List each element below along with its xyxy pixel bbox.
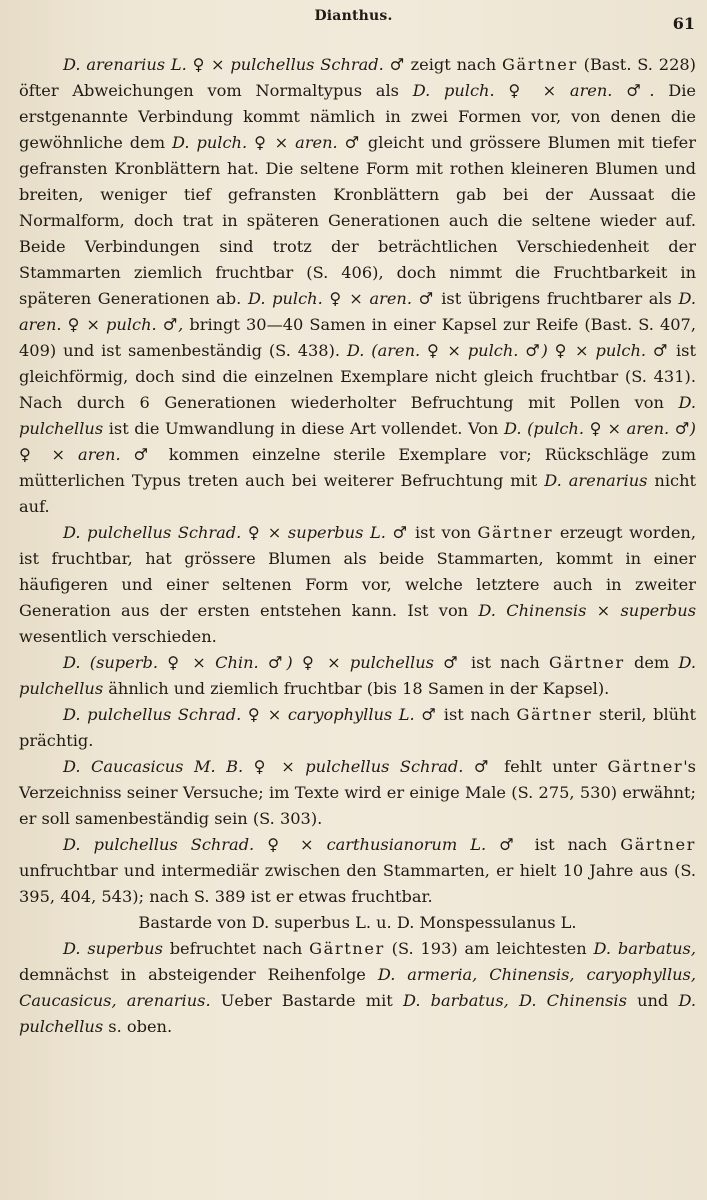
taxon-name: D. aren. ♀ × pulch. ♂,: [19, 289, 697, 334]
text-run: zeigt nach: [404, 55, 503, 74]
text-run: unfruchtbar und intermediär zwischen den Stammarten, er hielt 10 Jahre aus (S. 395, 404, 543); nach S. 389 ist er etwas fruchtbar.: [19, 861, 696, 906]
body-text: [19, 52, 696, 1040]
text-run: (S. 193) am leichtesten: [384, 939, 594, 958]
text-run: ähnlich und ziemlich fruchtbar (bis 18 Samen in der Kapsel).: [103, 679, 610, 698]
text-run: Ueber Bastarde mit: [210, 991, 403, 1010]
text-run: steril, blüht prächtig.: [19, 705, 696, 750]
text-run: bringt 30—40 Samen in einer Kapsel zur Reife (Bast. S. 407, 409) und ist samenbeständig (S. 438).: [19, 315, 697, 360]
taxon-name: D. (superb. ♀ × Chin. ♂) ♀ × pulchellus ♂: [63, 653, 462, 672]
author-name: Gärtner: [309, 939, 385, 958]
paragraph: [19, 754, 696, 832]
taxon-name: D. pulchellus: [19, 991, 697, 1036]
taxon-name: D. Caucasicus M. B. ♀ × pulchellus Schrad. ♂: [63, 757, 494, 776]
paragraph: [19, 832, 696, 910]
text-run: ist übrigens fruchtbarer als: [434, 289, 679, 308]
taxon-name: D. pulch. ♀ × aren. ♂: [247, 289, 435, 308]
paragraph: [19, 936, 696, 1040]
text-run: ist die Umwandlung in diese Art vollendet. Von: [103, 419, 504, 438]
taxon-name: D. superbus: [63, 939, 163, 958]
running-head: Dianthus.: [314, 8, 393, 24]
text-run: ist nach: [521, 835, 621, 854]
text-run: Bastarde von D. superbus L. u. D. Monspessulanus L.: [138, 913, 577, 932]
text-run: 's Verzeichniss seiner Versuche; im Texte wird er einige Male (S. 275, 530) erwähnt; er soll samenbeständig sein (S. 303).: [19, 757, 696, 828]
paragraph: [19, 650, 696, 702]
text-run: ist nach: [461, 653, 549, 672]
taxon-name: D. armeria, Chinensis, caryophyllus, Caucasicus, arenarius.: [19, 965, 697, 1010]
paragraph: [19, 520, 696, 650]
author-name: Gärtner: [620, 835, 696, 854]
text-run: ist gleichförmig, doch sind die einzelnen Exemplare nicht gleich fruchtbar (S. 431). Nach durch 6 Generationen wiederholter Befruchtung mit Pollen von: [19, 341, 696, 412]
taxon-name: D. arenarius: [544, 471, 648, 490]
taxon-name: D. pulchellus: [19, 653, 697, 698]
text-run: ist nach: [437, 705, 517, 724]
text-run: ist von: [408, 523, 478, 542]
paragraph: [19, 702, 696, 754]
text-run: s. oben.: [103, 1017, 173, 1036]
author-name: Gärtner: [516, 705, 593, 724]
text-run: Die erstgenannte Verbindung kommt nämlich in zwei Formen vor, von denen die gewöhnliche dem: [19, 81, 696, 152]
text-run: befruchtet nach: [162, 939, 310, 958]
taxon-name: D. pulchellus Schrad. ♀ × carthusianorum L. ♂: [63, 835, 522, 854]
taxon-name: D. barbatus,: [593, 939, 696, 958]
paragraph: [19, 52, 696, 520]
text-run: nicht auf.: [19, 471, 697, 516]
taxon-name: D. pulchellus: [19, 393, 696, 438]
author-name: Gärtner: [477, 523, 554, 542]
author-name: Gärtner: [607, 757, 684, 776]
taxon-name: D. pulchellus Schrad. ♀ × caryophyllus L. ♂: [63, 705, 438, 724]
taxon-name: D. arenarius L. ♀ × pulchellus Schrad. ♂: [63, 55, 405, 74]
taxon-name: D. barbatus, D. Chinensis: [402, 991, 627, 1010]
taxon-name: D. (pulch. ♀ × aren. ♂) ♀ × aren. ♂: [19, 419, 696, 464]
taxon-name: D. pulch. ♀ × aren. ♂: [172, 133, 361, 152]
section-heading: [19, 910, 696, 936]
taxon-name: D. pulch. ♀ × aren. ♂.: [412, 81, 655, 100]
text-run: (Bast. S. 228) öfter Abweichungen vom Normaltypus als: [19, 55, 696, 100]
taxon-name: D. pulchellus Schrad. ♀ × superbus L. ♂: [63, 523, 409, 542]
text-run: demnächst in absteigender Reihenfolge: [19, 965, 378, 984]
taxon-name: D. (aren. ♀ × pulch. ♂) ♀ × pulch. ♂: [346, 341, 670, 360]
taxon-name: D. Chinensis × superbus: [478, 601, 697, 620]
text-run: dem: [624, 653, 679, 672]
text-run: fehlt unter: [493, 757, 608, 776]
text-run: gleicht und grössere Blumen mit tiefer gefransten Kronblättern hat. Die seltene Form mit rothen kleineren Blumen und breiten, weniger tief gefransten Kronblättern gab bei der Aussaat die Normalform, doch trat in späteren Generationen auch die seltene wieder auf. Beide Verbindungen sind trotz der beträchtlichen Verschiedenheit der Stammarten ziemlich fruchtbar (S. 406), doch nimmt die Fruchtbarkeit in späteren Generationen ab.: [19, 133, 696, 308]
page-number: 61: [672, 14, 695, 33]
author-name: Gärtner: [548, 653, 625, 672]
text-run: und: [626, 991, 679, 1010]
author-name: Gärtner: [502, 55, 578, 74]
text-run: wesentlich verschieden.: [19, 627, 217, 646]
text-run: kommen einzelne sterile Exemplare vor; Rückschläge zum mütterlichen Typus treten auch bei weiterer Befruchtung mit: [19, 445, 696, 490]
text-run: erzeugt worden, ist fruchtbar, hat grössere Blumen als beide Stammarten, kommt in einer häufigeren und einer seltenen Form vor, welche letztere auch in zweiter Generation aus der ersten entstehen kann. Ist von: [19, 523, 696, 620]
